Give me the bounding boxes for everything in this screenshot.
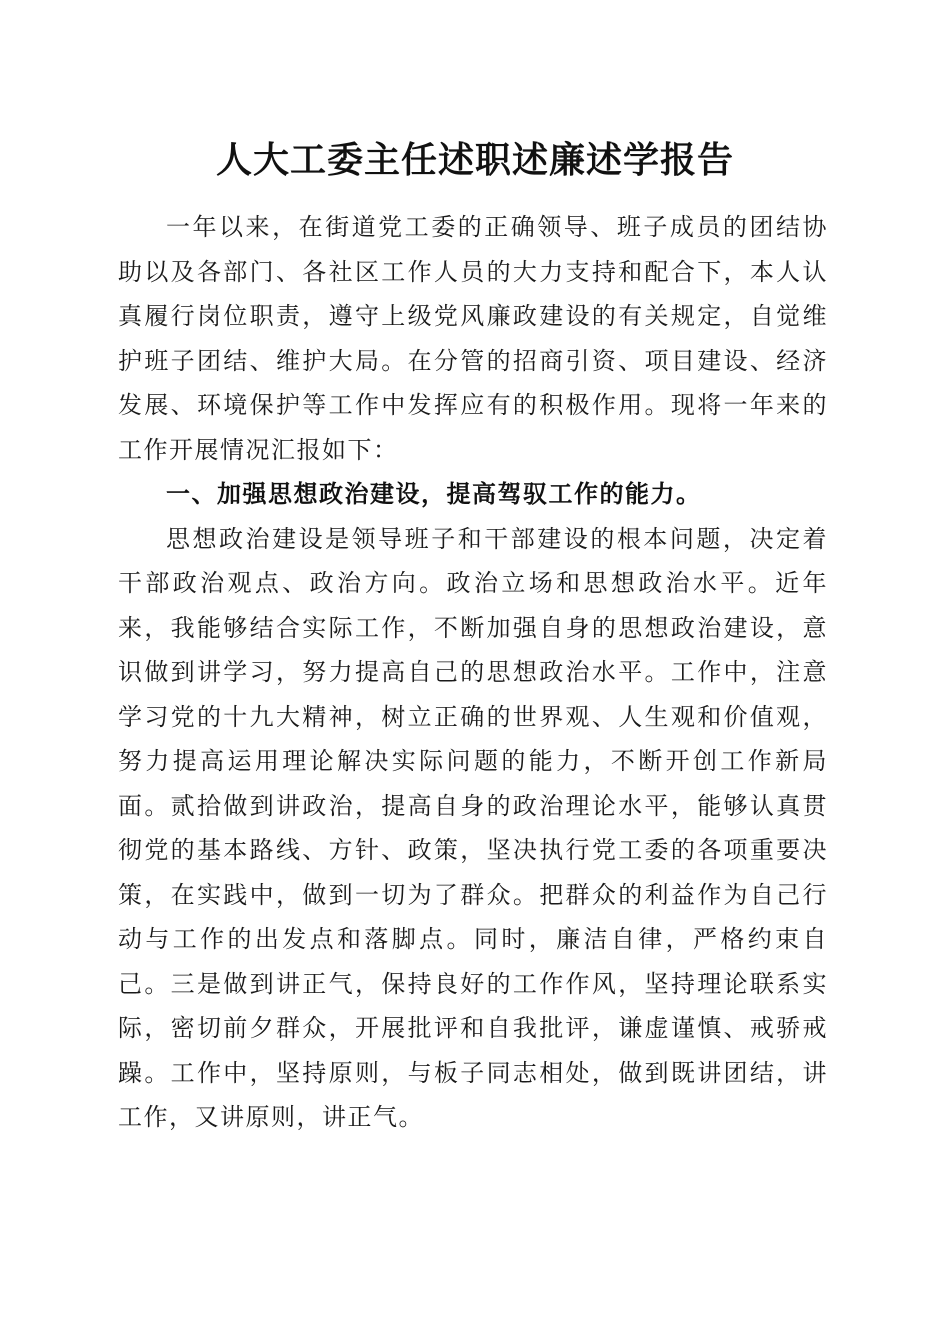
document-title: 人大工委主任述职述廉述学报告 <box>215 139 734 181</box>
section-1-paragraph: 思想政治建设是领导班子和干部建设的根本问题，决定着干部政治观点、政治方向。政治立场和思想政治水平。近年来，我能够结合实际工作，不断加强自身的思想政治建设，意识做到讲学习，努力提高自己的思想政治水平。工作中，注意学习党的十九大精神，树立正确的世界观、人生观和价值观，努力提高运用理论解决实际问题的能力，不断开创工作新局面。贰拾做到讲政治，提高自身的政治理论水平，能够认真贯彻党的基本路线、方针、政策，坚决执行党工委的各项重要决策，在实践中，做到一切为了群众。把群众的利益作为自己行动与工作的出发点和落脚点。同时，廉洁自律，严格约束自己。三是做到讲正气，保持良好的工作作风，坚持理论联系实际，密切前夕群众，开展批评和自我批评，谦虚谨慎、戒骄戒躁。工作中，坚持原则，与板子同志相处，做到既讲团结，讲工作，又讲原则，讲正气。 <box>118 524 828 1131</box>
section-heading-1: 一、加强思想政治建设，提高驾驭工作的能力。 <box>166 480 702 508</box>
document-body <box>118 205 828 1140</box>
intro-paragraph: 一年以来，在街道党工委的正确领导、班子成员的团结协助以及各部门、各社区工作人员的大力支持和配合下，本人认真履行岗位职责，遵守上级党风廉政建设的有关规定，自觉维护班子团结、维护大局。在分管的招商引资、项目建设、经济发展、环境保护等工作中发挥应有的积极作用。现将一年来的工作开展情况汇报如下： <box>118 213 828 464</box>
